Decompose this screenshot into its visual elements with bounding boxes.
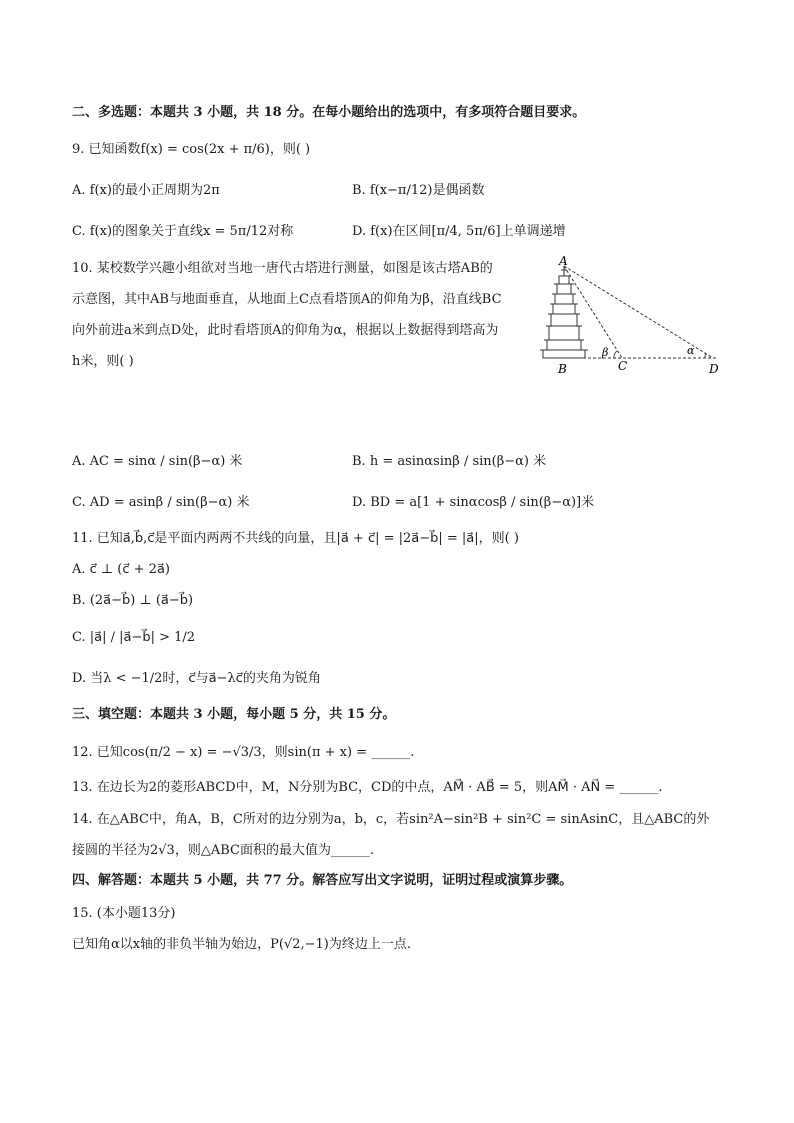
q14-line2: 接圆的半径为2√3，则△ABC面积的最大值为______. bbox=[72, 843, 375, 858]
q11-stem: 11. 已知a⃗,b⃗,c⃗是平面内两两不共线的向量，且|a⃗ + c⃗| = |2a⃗−b⃗| = |a⃗|，则( ) bbox=[72, 531, 519, 546]
label-beta: β bbox=[602, 346, 609, 359]
angle-alpha-arc bbox=[705, 353, 706, 358]
q15-stem: 已知角α以x轴的非负半轴为始边，P(√2,−1)为终边上一点. bbox=[72, 937, 411, 952]
q9-stem: 9. 已知函数f(x) = cos(2x + π/6)，则( ) bbox=[72, 142, 311, 157]
q9-option-c: C. f(x)的图象关于直线x = 5π/12对称 bbox=[72, 224, 294, 239]
q10-stem-line4: h米，则( ) bbox=[72, 354, 134, 369]
q10-option-b: B. h = asinαsinβ / sin(β−α) 米 bbox=[352, 454, 547, 469]
pagoda-diagram bbox=[535, 256, 730, 378]
q11-option-d: D. 当λ < −1/2时，c⃗与a⃗−λc⃗的夹角为锐角 bbox=[72, 671, 321, 686]
section4-header: 四、解答题：本题共 5 小题，共 77 分。解答应写出文字说明，证明过程或演算步骤。 bbox=[72, 873, 573, 888]
q11-option-c: C. |a⃗| / |a⃗−b⃗| > 1/2 bbox=[72, 630, 196, 645]
line-AC bbox=[564, 266, 622, 358]
section3-header: 三、填空题：本题共 3 小题，每小题 5 分，共 15 分。 bbox=[72, 707, 396, 722]
q14-line1: 14. 在△ABC中，角A，B，C所对的边分别为a，b，c，若sin²A−sin²B + sin²C = sinAsinC，且△ABC的外 bbox=[72, 812, 710, 827]
label-B: B bbox=[558, 362, 567, 376]
q9-option-d: D. f(x)在区间[π/4, 5π/6]上单调递增 bbox=[352, 224, 566, 239]
section2-header: 二、多选题：本题共 3 小题，共 18 分。在每小题给出的选项中，有多项符合题目要求。 bbox=[72, 105, 586, 120]
q9-option-b: B. f(x−π/12)是偶函数 bbox=[352, 183, 485, 198]
q9-option-a: A. f(x)的最小正周期为2π bbox=[72, 183, 220, 198]
pagoda-icon bbox=[540, 266, 588, 358]
q10-option-a: A. AC = sinα / sin(β−α) 米 bbox=[72, 454, 243, 469]
q12-stem: 12. 已知cos(π/2 − x) = −√3/3，则sin(π + x) = ______. bbox=[72, 745, 415, 760]
q10-stem-line3: 向外前进a米到点D处，此时看塔顶A的仰角为α，根据以上数据得到塔高为 bbox=[72, 323, 499, 338]
q10-option-d: D. BD = a[1 + sinαcosβ / sin(β−α)]米 bbox=[352, 495, 595, 510]
q10-option-c: C. AD = asinβ / sin(β−α) 米 bbox=[72, 495, 250, 510]
label-alpha: α bbox=[687, 344, 695, 357]
q15-title: 15. (本小题13分) bbox=[72, 906, 176, 921]
q13-stem: 13. 在边长为2的菱形ABCD中，M，N分别为BC，CD的中点，AM⃗ · AB⃗ = 5，则AM⃗ · AN⃗ = ______. bbox=[72, 780, 663, 795]
q11-option-b: B. (2a⃗−b⃗) ⊥ (a⃗−b⃗) bbox=[72, 593, 194, 608]
q10-stem-line1: 10. 某校数学兴趣小组欲对当地一唐代古塔进行测量，如图是该古塔AB的 bbox=[72, 261, 493, 276]
q10-stem-line2: 示意图，其中AB与地面垂直，从地面上C点看塔顶A的仰角为β，沿直线BC bbox=[72, 292, 502, 307]
q11-option-a: A. c⃗ ⊥ (c⃗ + 2a⃗) bbox=[72, 562, 170, 577]
label-C: C bbox=[618, 359, 628, 373]
label-A: A bbox=[559, 256, 568, 268]
angle-beta-arc bbox=[614, 351, 617, 358]
label-D: D bbox=[709, 362, 719, 376]
